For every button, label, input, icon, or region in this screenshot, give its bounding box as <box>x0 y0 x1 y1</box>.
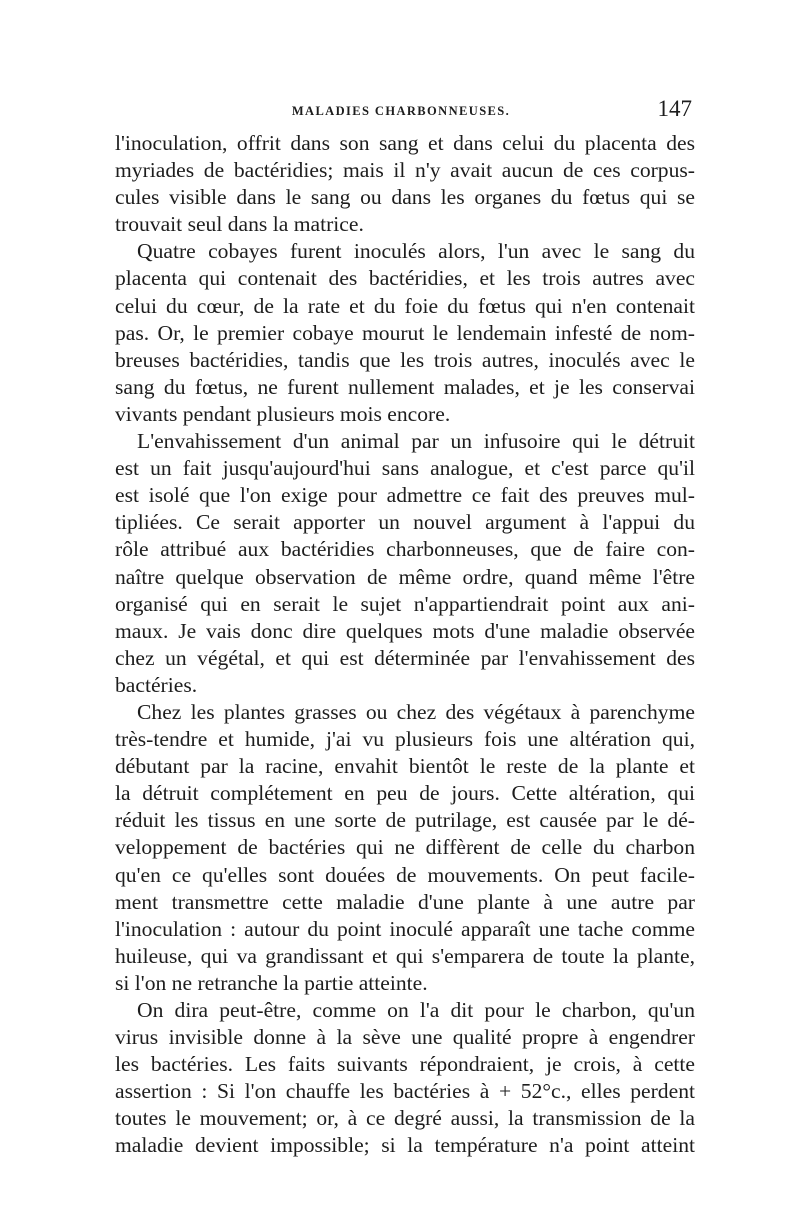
text-line: organisé qui en serait le sujet n'appartiendrait point aux ani- <box>115 591 695 616</box>
body-text <box>115 130 695 1160</box>
text-line: celui du cœur, de la rate et du foie du fœtus qui n'en contenait <box>115 293 695 318</box>
page-number: 147 <box>657 96 692 121</box>
paragraph-first-line: L'envahissement d'un animal par un infusoire qui le détruit <box>137 429 695 454</box>
text-line: virus invisible donne à la sève une qualité propre à engendrer <box>115 1025 695 1050</box>
text-line: très-tendre et humide, j'ai vu plusieurs fois une altération qui, <box>115 727 695 752</box>
running-title: MALADIES CHARBONNEUSES. <box>291 104 511 118</box>
text-line: trouvait seul dans la matrice. <box>115 212 364 237</box>
text-line: les bactéries. Les faits suivants répondraient, je crois, à cette <box>115 1052 695 1077</box>
running-head <box>110 96 692 126</box>
text-line: est isolé que l'on exige pour admettre ce fait des preuves mul- <box>115 483 695 508</box>
paragraph-first-line: On dira peut-être, comme on l'a dit pour le charbon, qu'un <box>137 998 695 1022</box>
text-line: sang du fœtus, ne furent nullement malades, et je les conservai <box>115 374 695 399</box>
text-line: veloppement de bactéries qui ne diffèrent de celle du charbon <box>115 835 695 860</box>
text-line: myriades de bactéridies; mais il n'y avait aucun de ces corpus- <box>115 158 695 183</box>
text-line: maladie devient impossible; si la température n'a point atteint <box>115 1133 695 1158</box>
text-line: chez un végétal, et qui est déterminée par l'envahissement des <box>115 645 695 670</box>
text-line: breuses bactéridies, tandis que les trois autres, inoculés avec le <box>115 347 695 372</box>
text-line: la détruit complétement en peu de jours. Cette altération, qui <box>115 781 695 806</box>
text-line: naître quelque observation de même ordre, quand même l'être <box>115 564 695 589</box>
text-line: est un fait jusqu'aujourd'hui sans analogue, et c'est parce qu'il <box>115 456 695 481</box>
text-line: qu'en ce qu'elles sont douées de mouvements. On peut facile- <box>115 862 695 887</box>
text-line: toutes le mouvement; or, à ce degré aussi, la transmission de la <box>115 1106 695 1131</box>
text-line: huileuse, qui va grandissant et qui s'emparera de toute la plante, <box>115 943 695 968</box>
text-line: l'inoculation, offrit dans son sang et dans celui du placenta des <box>115 131 695 155</box>
text-line: tipliées. Ce serait apporter un nouvel argument à l'appui du <box>115 510 695 535</box>
text-line: rôle attribué aux bactéridies charbonneuses, que de faire con- <box>115 537 695 562</box>
text-line: cules visible dans le sang ou dans les organes du fœtus qui se <box>115 185 695 210</box>
text-line: placenta qui contenait des bactéridies, et les trois autres avec <box>115 266 695 291</box>
text-line: pas. Or, le premier cobaye mourut le lendemain infesté de nom- <box>115 320 695 345</box>
text-line: l'inoculation : autour du point inoculé apparaît une tache comme <box>115 916 695 941</box>
text-line: ment transmettre cette maladie d'une plante à une autre par <box>115 889 695 914</box>
paragraph-first-line: Chez les plantes grasses ou chez des végétaux à parenchyme <box>137 699 695 724</box>
text-line: assertion : Si l'on chauffe les bactéries à + 52°c., elles perdent <box>115 1079 695 1104</box>
text-line: réduit les tissus en une sorte de putrilage, est causée par le dé- <box>115 808 695 833</box>
paragraph-first-line: Quatre cobayes furent inoculés alors, l'un avec le sang du <box>137 239 695 264</box>
text-line: vivants pendant plusieurs mois encore. <box>115 401 451 426</box>
text-line: bactéries. <box>115 672 198 697</box>
text-line: débutant par la racine, envahit bientôt le reste de la plante et <box>115 754 695 779</box>
text-line: maux. Je vais donc dire quelques mots d'une maladie observée <box>115 618 695 643</box>
text-line: si l'on ne retranche la partie atteinte. <box>115 970 428 995</box>
